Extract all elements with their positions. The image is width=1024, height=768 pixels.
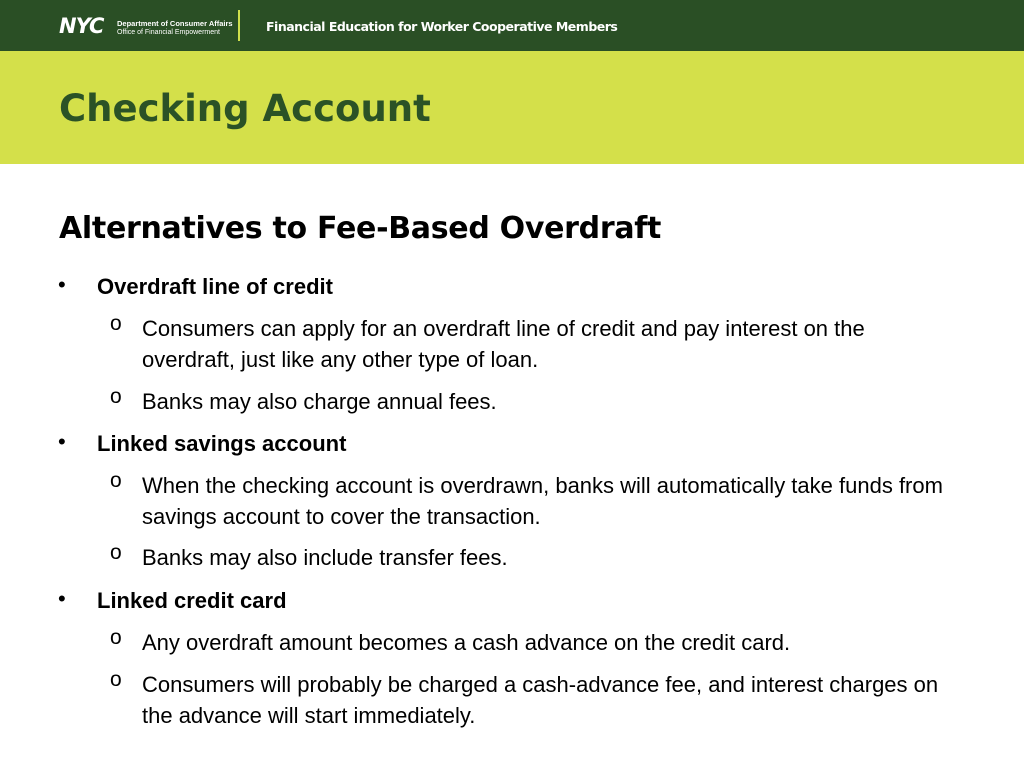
sub-bullet-text: Consumers will probably be charged a cash-advance fee, and interest charges on the advance will start immediately. xyxy=(142,672,939,728)
office-line: Office of Financial Empowerment xyxy=(117,29,220,36)
sub-bullet-marker-icon: o xyxy=(110,469,122,492)
nyc-logo: NYC xyxy=(59,14,104,38)
sub-bullet-marker-icon: o xyxy=(110,385,122,408)
sub-bullet-marker-icon: o xyxy=(110,312,122,335)
header-divider xyxy=(238,10,240,41)
sub-bullet-text: Consumers can apply for an overdraft line of credit and pay interest on the overdraft, just like any other type of loan. xyxy=(142,316,865,372)
sub-bullet-marker-icon: o xyxy=(110,668,122,691)
bullet-label: Linked credit card xyxy=(97,588,287,613)
header-bar xyxy=(0,0,1024,51)
department-line: Department of Consumer Affairs xyxy=(117,19,233,28)
sub-bullet-marker-icon: o xyxy=(110,541,122,564)
slide-subtitle: Alternatives to Fee-Based Overdraft xyxy=(59,211,662,246)
sub-bullet-text: When the checking account is overdrawn, banks will automatically take funds from savings account to cover the transaction. xyxy=(142,473,943,529)
sub-bullet-text: Banks may also include transfer fees. xyxy=(142,545,508,570)
sub-bullet-text: Any overdraft amount becomes a cash advance on the credit card. xyxy=(142,630,791,655)
bullet-label: Overdraft line of credit xyxy=(97,274,333,299)
bullet-label: Linked savings account xyxy=(97,431,347,456)
bullet-dot-icon: • xyxy=(58,586,66,611)
department-name xyxy=(117,19,233,37)
program-title: Financial Education for Worker Cooperative Members xyxy=(266,19,618,34)
sub-bullet-marker-icon: o xyxy=(110,626,122,649)
bullet-dot-icon: • xyxy=(58,429,66,454)
slide-title: Checking Account xyxy=(59,87,431,130)
sub-bullet-text: Banks may also charge annual fees. xyxy=(142,389,497,414)
bullet-dot-icon: • xyxy=(58,272,66,297)
